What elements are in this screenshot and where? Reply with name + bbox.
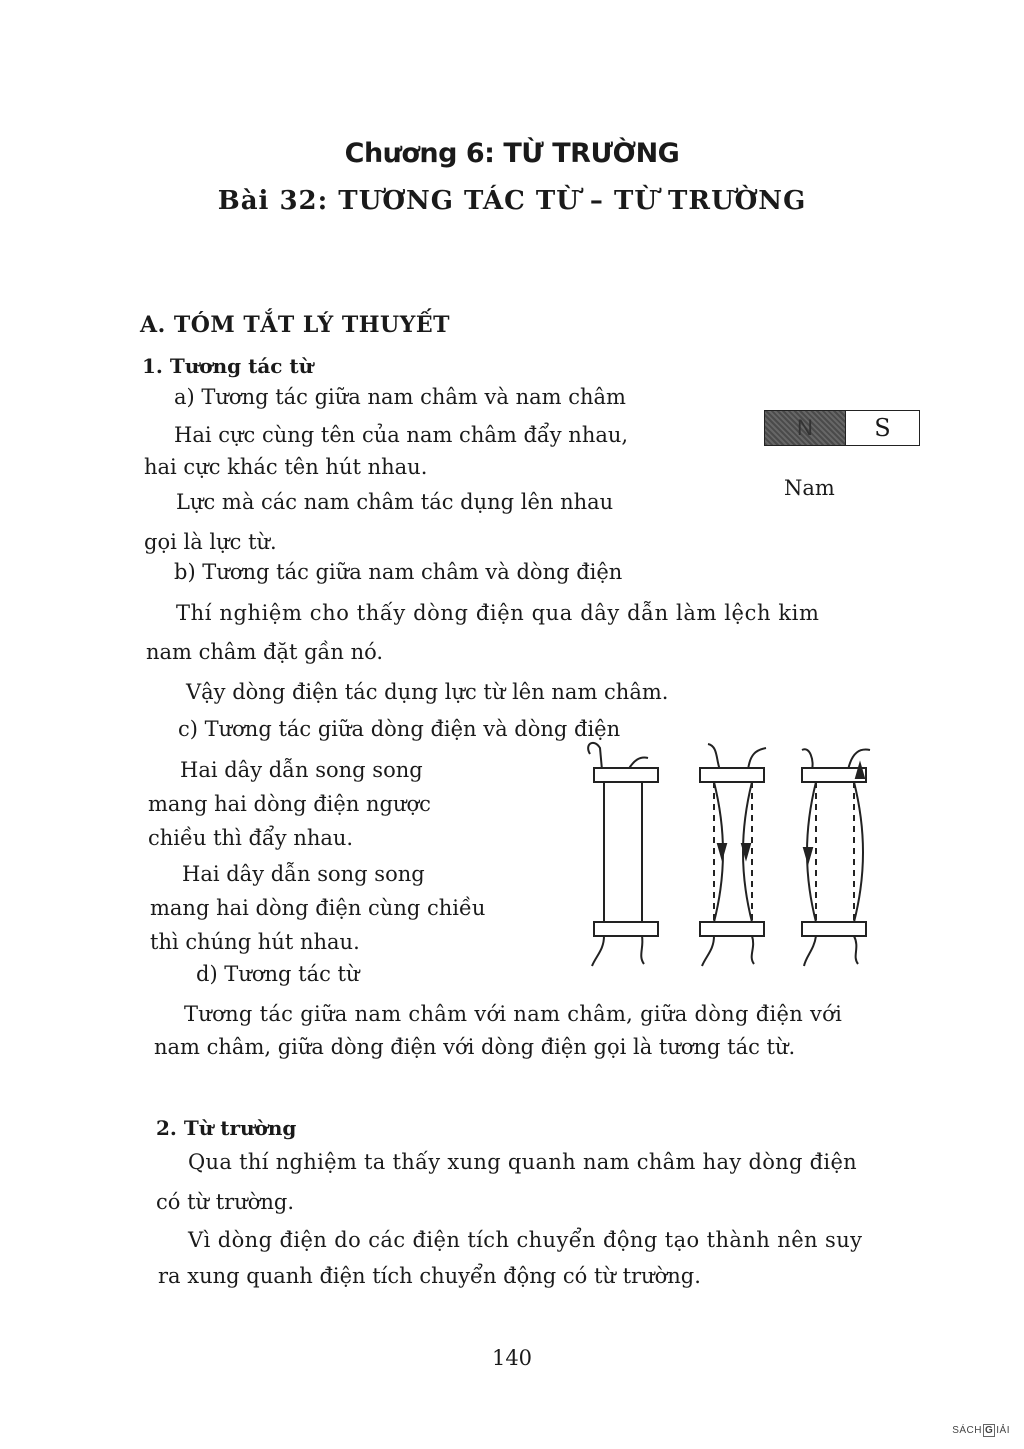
text-line: nam châm đặt gần nó. (146, 640, 384, 664)
section-a-title: A. TÓM TẮT LÝ THUYẾT (140, 312, 451, 338)
text-line: Hai dây dẫn song song (180, 758, 423, 782)
text-line: Vì dòng điện do các điện tích chuyển động tạo thành nên suy (188, 1228, 863, 1252)
magnet-caption: Nam (784, 476, 835, 500)
part1-title: 1. Tương tác từ (142, 354, 314, 378)
wires-opposite-direction (802, 749, 870, 966)
text-line: Tương tác giữa nam châm với nam châm, giữa dòng điện với (184, 1002, 843, 1026)
subsection-b-title: b) Tương tác giữa nam châm và dòng điện (174, 560, 623, 584)
text-line: có từ trường. (156, 1190, 295, 1214)
text-line: Vậy dòng điện tác dụng lực từ lên nam châm. (186, 680, 669, 704)
wires-same-direction (700, 744, 766, 966)
text-line: Hai cực cùng tên của nam châm đẩy nhau, (174, 423, 629, 447)
text-line: Qua thí nghiệm ta thấy xung quanh nam châm hay dòng điện (188, 1150, 857, 1174)
parallel-wires-figure (578, 740, 878, 980)
part2-title: 2. Từ trường (156, 1116, 297, 1140)
magnet-north-pole: N (765, 411, 845, 445)
text-line: chiều thì đẩy nhau. (148, 826, 354, 850)
subsection-d-title: d) Tương tác từ (196, 962, 360, 986)
wires-no-current (588, 743, 658, 966)
text-line: mang hai dòng điện cùng chiều (150, 896, 486, 920)
text-line: hai cực khác tên hút nhau. (144, 455, 428, 479)
lesson-title: Bài 32: TƯƠNG TÁC TỪ – TỪ TRƯỜNG (217, 186, 807, 216)
brand-logo: SÁCH G IẢI (952, 1425, 1010, 1436)
subsection-a-title: a) Tương tác giữa nam châm và nam châm (174, 385, 626, 409)
text-line: Hai dây dẫn song song (182, 862, 425, 886)
text-line: Thí nghiệm cho thấy dòng điện qua dây dẫn làm lệch kim (176, 601, 820, 625)
magnet-south-pole: S (845, 411, 919, 445)
text-line: Lực mà các nam châm tác dụng lên nhau (176, 490, 614, 514)
subsection-c-title: c) Tương tác giữa dòng điện và dòng điện (178, 717, 621, 741)
text-line: nam châm, giữa dòng điện với dòng điện gọi là tương tác từ. (154, 1035, 796, 1059)
chapter-title: Chương 6: TỪ TRƯỜNG (344, 138, 680, 169)
text-line: gọi là lực từ. (144, 530, 277, 554)
text-line: ra xung quanh điện tích chuyển động có từ trường. (158, 1264, 701, 1288)
page-number: 140 (491, 1346, 533, 1370)
text-line: mang hai dòng điện ngược (148, 792, 431, 816)
text-line: thì chúng hút nhau. (150, 930, 360, 954)
bar-magnet (764, 410, 920, 446)
